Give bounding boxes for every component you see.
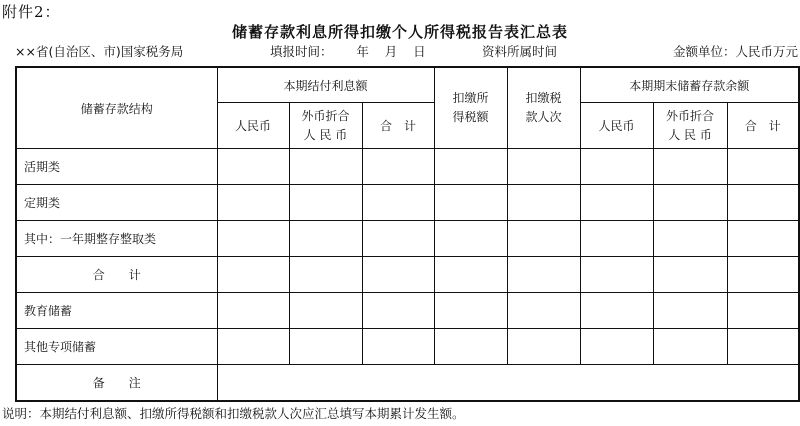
remarks-cell[interactable]: [217, 365, 799, 402]
table-cell[interactable]: [653, 185, 727, 221]
table-cell[interactable]: [362, 329, 434, 365]
table-cell[interactable]: [653, 149, 727, 185]
table-cell[interactable]: [727, 257, 799, 293]
table-row: [16, 257, 799, 293]
table-cell[interactable]: [434, 257, 507, 293]
table-cell[interactable]: [362, 185, 434, 221]
table-cell[interactable]: [289, 257, 362, 293]
table-cell[interactable]: [727, 185, 799, 221]
balance-rmb-header: 人民币: [580, 103, 653, 149]
data-period-label: 资料所属时间: [482, 44, 558, 59]
row-label-remarks: 备 注: [16, 365, 217, 402]
balance-foreign-header: 外币折合 人 民 币: [653, 103, 727, 149]
table-cell[interactable]: [434, 185, 507, 221]
table-cell[interactable]: [434, 293, 507, 329]
table-row: [16, 221, 799, 257]
table-row: [16, 365, 799, 402]
table-row: [16, 329, 799, 365]
table-cell[interactable]: [653, 329, 727, 365]
tax-bureau-label: ××省(自治区、市)国家税务局: [15, 44, 184, 59]
table-cell[interactable]: [580, 329, 653, 365]
table-row: [16, 185, 799, 221]
row-label-one-year: 其中：一年期整存整取类: [16, 221, 217, 257]
table-cell[interactable]: [580, 257, 653, 293]
table-cell[interactable]: [507, 257, 580, 293]
table-cell[interactable]: [507, 293, 580, 329]
table-cell[interactable]: [362, 257, 434, 293]
row-label-demand: 活期类: [16, 149, 217, 185]
table-cell[interactable]: [217, 149, 289, 185]
interest-rmb-header: 人民币: [217, 103, 289, 149]
attachment-label: 附件2：: [2, 3, 61, 21]
table-cell[interactable]: [580, 185, 653, 221]
row-label-total: 合 计: [16, 257, 217, 293]
tax-withheld-header: 扣缴所 得税额: [434, 67, 507, 149]
table-cell[interactable]: [507, 221, 580, 257]
table-cell[interactable]: [217, 185, 289, 221]
table-row: [16, 293, 799, 329]
table-cell[interactable]: [217, 293, 289, 329]
table-cell[interactable]: [727, 221, 799, 257]
table-cell[interactable]: [727, 293, 799, 329]
table-cell[interactable]: [580, 149, 653, 185]
table-cell[interactable]: [289, 293, 362, 329]
table-cell[interactable]: [434, 149, 507, 185]
structure-header: 储蓄存款结构: [16, 67, 217, 149]
fill-date-label: 填报时间： 年 月 日: [270, 44, 426, 59]
table-cell[interactable]: [289, 149, 362, 185]
table-cell[interactable]: [580, 221, 653, 257]
table-cell[interactable]: [580, 293, 653, 329]
table-cell[interactable]: [434, 329, 507, 365]
interest-total-header: 合 计: [362, 103, 434, 149]
table-cell[interactable]: [362, 293, 434, 329]
table-cell[interactable]: [434, 221, 507, 257]
table-cell[interactable]: [362, 149, 434, 185]
balance-total-header: 合 计: [727, 103, 799, 149]
table-row: [16, 149, 799, 185]
table-cell[interactable]: [217, 257, 289, 293]
table-cell[interactable]: [653, 293, 727, 329]
table-cell[interactable]: [727, 329, 799, 365]
amount-unit-label: 金额单位：人民币万元: [672, 44, 798, 59]
report-title: 储蓄存款利息所得扣缴个人所得税报告表汇总表: [231, 23, 568, 41]
interest-header: 本期结付利息额: [217, 67, 434, 103]
table-cell[interactable]: [289, 329, 362, 365]
row-label-time: 定期类: [16, 185, 217, 221]
table-cell[interactable]: [507, 185, 580, 221]
table-cell[interactable]: [217, 221, 289, 257]
table-cell[interactable]: [653, 257, 727, 293]
taxpayers-header: 扣缴税 款人次: [507, 67, 580, 149]
table-cell[interactable]: [507, 329, 580, 365]
table-cell[interactable]: [289, 221, 362, 257]
summary-table: [15, 66, 800, 402]
table-cell[interactable]: [507, 149, 580, 185]
row-label-education: 教育储蓄: [16, 293, 217, 329]
table-cell[interactable]: [217, 329, 289, 365]
table-cell[interactable]: [727, 149, 799, 185]
footnote: 说明：本期结付利息额、扣缴所得税额和扣缴税款人次应汇总填写本期累计发生额。: [2, 406, 465, 421]
interest-foreign-header: 外币折合 人 民 币: [289, 103, 362, 149]
table-cell[interactable]: [653, 221, 727, 257]
table-cell[interactable]: [289, 185, 362, 221]
balance-header: 本期期末储蓄存款余额: [580, 67, 799, 103]
row-label-other-special: 其他专项储蓄: [16, 329, 217, 365]
table-cell[interactable]: [362, 221, 434, 257]
